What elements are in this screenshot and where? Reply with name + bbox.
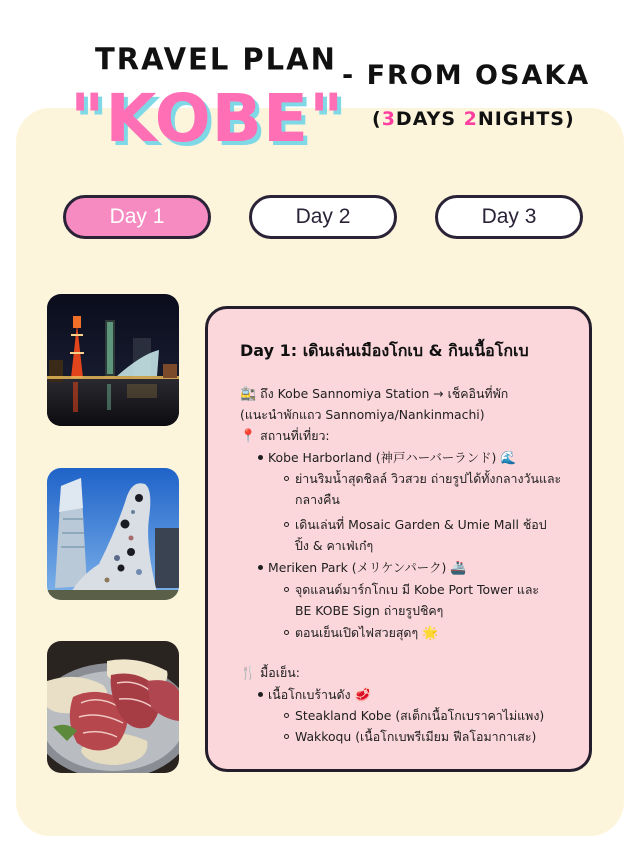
star-icon: 🌟 [422, 626, 439, 641]
header-duration [372, 108, 575, 130]
dinner-heading [240, 662, 300, 684]
meat-icon: 🥩 [354, 688, 371, 703]
harborland-label: Kobe Harborland (神戸ハーバーランド) [268, 450, 497, 465]
bullet-ring [284, 522, 289, 527]
kobe-port-tower-night-photo-icon [47, 294, 179, 426]
bullet-dot [258, 692, 263, 697]
places-label: สถานที่เที่ยว: [260, 428, 330, 443]
bullet-ring [284, 587, 289, 592]
bullet-dot [258, 565, 263, 570]
place-harborland [268, 447, 516, 469]
duration-nights-word: NIGHTS) [477, 108, 575, 130]
bullet-ring [284, 734, 289, 739]
bullet-ring [284, 630, 289, 635]
tab-day-3[interactable]: Day 3 [435, 195, 583, 239]
tab-day-1[interactable]: Day 1 [63, 195, 211, 239]
header-subtitle: - FROM OSAKA [342, 60, 591, 91]
harborland-desc-2-cont: ปิ้ง & คาเฟ่เก๋ๆ [295, 538, 374, 553]
meriken-desc-2 [295, 622, 438, 644]
header-title-small: TRAVEL PLAN [95, 41, 337, 77]
wave-icon: 🌊 [500, 451, 517, 466]
bullet-ring [284, 713, 289, 718]
duration-nights-number: 2 [463, 108, 478, 130]
restaurant-steakland: Steakland Kobe (สเต็กเนื้อโกเบราคาไม่แพง) [295, 708, 545, 723]
meriken-desc-2-text: ตอนเย็นเปิดไฟสวยสุดๆ [295, 625, 419, 640]
bullet-ring [284, 476, 289, 481]
ship-icon: 🚢 [450, 561, 467, 576]
meriken-label: Meriken Park (メリケンパーク) [268, 560, 447, 575]
duration-days-word: DAYS [395, 108, 464, 130]
harborland-desc-1: ย่านริมน้ำสุดชิลล์ วิวสวย ถ่ายรูปได้ทั้งกลางวันและ [295, 471, 562, 486]
itinerary-title: Day 1: เดินเล่นเมืองโกเบ & กินเนื้อโกเบ [240, 341, 529, 360]
harborland-desc-1-cont: กลางคืน [295, 492, 340, 507]
arrival-text: ถึง Kobe Sannomiya Station → เช็คอินที่พัก [260, 386, 509, 401]
harborland-desc-2: เดินเล่นที่ Mosaic Garden & Umie Mall ช้อป [295, 517, 547, 532]
pin-icon: 📍 [240, 429, 257, 444]
day-1-itinerary-card [205, 306, 592, 772]
kobe-beef-grill-photo-icon [47, 641, 179, 773]
fork-knife-icon: 🍴 [240, 666, 257, 681]
meriken-desc-1: จุดแลนด์มาร์กโกเบ มี Kobe Port Tower และ [295, 582, 540, 597]
meriken-desc-1-cont: BE KOBE Sign ถ่ายรูปชิคๆ [295, 603, 444, 618]
tab-day-2[interactable]: Day 2 [249, 195, 397, 239]
duration-days-number: 3 [381, 108, 396, 130]
photo-kobe-beef-grill [47, 641, 179, 773]
beef-label: เนื้อโกเบร้านดัง [268, 687, 351, 702]
dinner-label: มื้อเย็น: [260, 665, 300, 680]
restaurant-wakkoqu: Wakkoqu (เนื้อโกเบพรีเมียม ฟีลโอมากาเสะ) [295, 729, 537, 744]
arrival-line [240, 383, 508, 405]
place-meriken [268, 557, 467, 579]
kobe-sculpture-tower-photo-icon [47, 468, 179, 600]
arrival-note: (แนะนำพักแถว Sannomiya/Nankinmachi) [240, 407, 485, 422]
header-title-kobe: "KOBE" [70, 80, 345, 157]
bullet-dot [258, 455, 263, 460]
places-heading [240, 425, 330, 447]
photo-port-tower-night [47, 294, 179, 426]
duration-open: ( [372, 108, 382, 130]
train-icon: 🚉 [240, 387, 257, 402]
photo-sculpture-tower [47, 468, 179, 600]
dinner-beef [268, 684, 371, 706]
